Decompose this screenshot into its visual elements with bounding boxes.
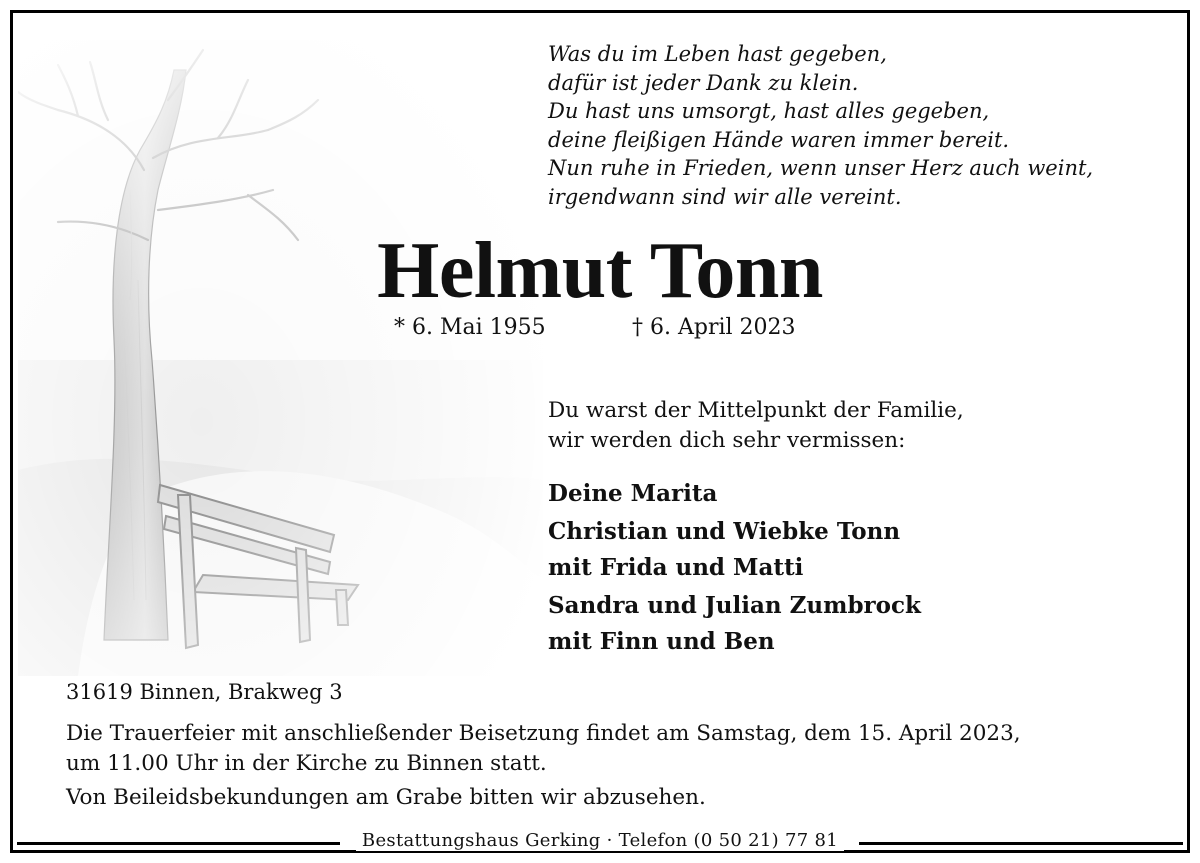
family-message <box>548 396 964 456</box>
funeral-home-contact: Bestattungshaus Gerking · Telefon (0 50 21) 77 81 <box>356 830 844 851</box>
mourner-line: Deine Marita <box>548 480 718 507</box>
mourner-group <box>548 514 921 586</box>
mourner-group <box>548 588 921 660</box>
service-line: Die Trauerfeier mit anschließender Beisetzung findet am Samstag, dem 15. April 2023, <box>66 721 1021 746</box>
mourner-line: mit Finn und Ben <box>548 628 775 655</box>
poem-line: Was du im Leben hast gegeben, <box>548 42 887 66</box>
mourners-list <box>548 476 921 662</box>
poem-line: deine fleißigen Hände waren immer bereit. <box>548 127 1010 152</box>
birth-date: * 6. Mai 1955 <box>394 315 546 340</box>
poem-line: irgendwann sind wir alle vereint. <box>548 184 902 209</box>
message-line: wir werden dich sehr vermissen: <box>548 428 906 453</box>
poem-line: Nun ruhe in Frieden, wenn unser Herz auch weint, <box>548 156 1094 180</box>
message-line: Du warst der Mittelpunkt der Familie, <box>548 398 964 423</box>
mourner-line: Sandra und Julian Zumbrock <box>548 592 921 619</box>
tree-bench-illustration <box>18 40 543 676</box>
mourner-line: Christian und Wiebke Tonn <box>548 518 901 545</box>
condolence-notice: Von Beileidsbekundungen am Grabe bitten wir abzusehen. <box>66 785 706 810</box>
family-address: 31619 Binnen, Brakweg 3 <box>66 680 343 704</box>
mourner-line: mit Frida und Matti <box>548 554 804 581</box>
poem-line: dafür ist jeder Dank zu klein. <box>548 70 859 95</box>
service-details <box>66 719 1021 813</box>
deceased-name <box>0 226 1200 317</box>
mourner-group <box>548 476 921 512</box>
poem-line: Du hast uns umsorgt, hast alles gegeben, <box>548 99 990 123</box>
deceased-name-text: Helmut Tonn <box>377 227 823 315</box>
death-date: † 6. April 2023 <box>632 315 796 340</box>
funeral-home-footer <box>17 830 1183 851</box>
footer <box>17 823 1183 859</box>
memorial-poem <box>548 40 1093 211</box>
service-line: um 11.00 Uhr in der Kirche zu Binnen statt. <box>66 751 547 776</box>
